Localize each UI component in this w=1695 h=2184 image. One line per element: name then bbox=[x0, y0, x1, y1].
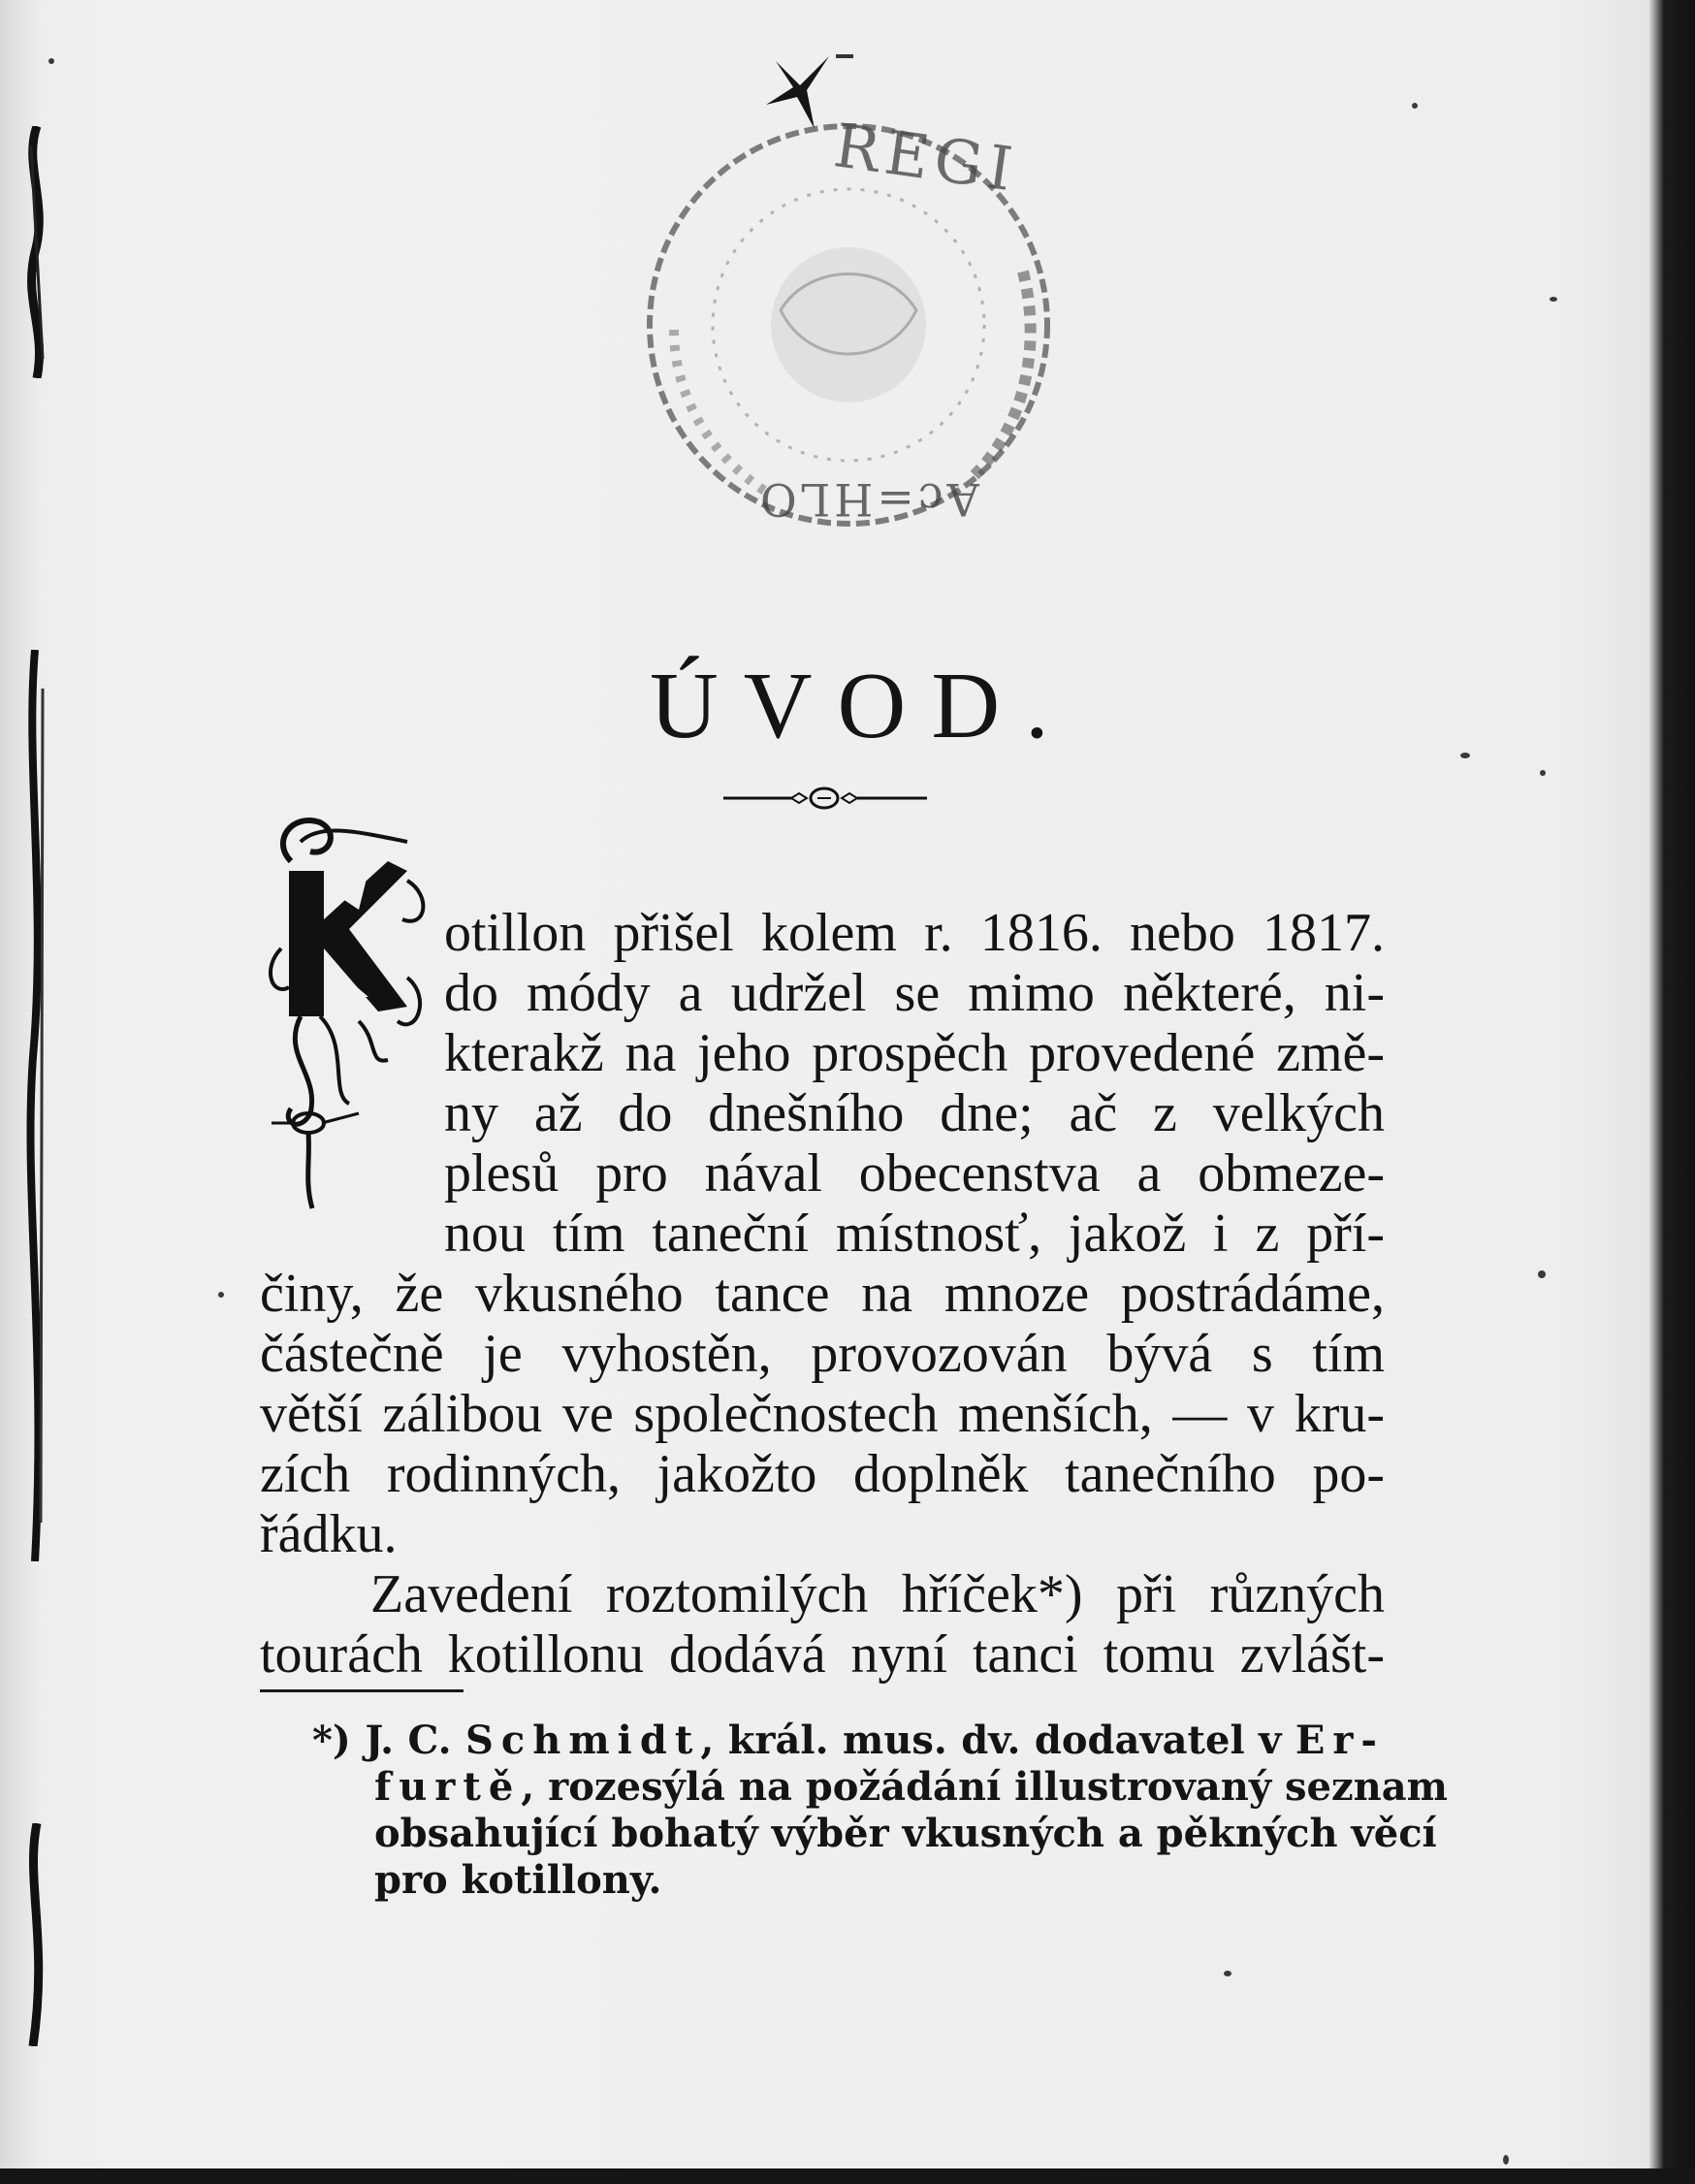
footnote-marker: *) bbox=[312, 1718, 351, 1763]
footnote-place: furtě bbox=[374, 1764, 522, 1810]
binding-mark-middle bbox=[14, 650, 60, 1561]
body-line-4: ny až do dnešního dne; ač z velkých bbox=[444, 1083, 1385, 1143]
body-line-5: plesů pro nával obecenstva a obmeze- bbox=[444, 1143, 1385, 1204]
binding-mark-top bbox=[14, 126, 60, 378]
scan-speck bbox=[1540, 770, 1546, 776]
footnote-text: , král. mus. dv. dodavatel v bbox=[700, 1718, 1295, 1763]
body-line-11: řádku. bbox=[260, 1504, 398, 1564]
decorative-dropcap-k bbox=[262, 803, 436, 1210]
footnote-text: J. C. bbox=[365, 1718, 466, 1763]
body-line-6: nou tím taneční místnosť, jakož i z pří- bbox=[444, 1204, 1385, 1264]
footnote-line-2 bbox=[374, 1764, 1448, 1810]
page-title: ÚVOD. bbox=[650, 654, 1074, 758]
scan-speck bbox=[218, 1292, 224, 1298]
body-line-10: zích rodinných, jakožto doplněk tanečního po- bbox=[260, 1444, 1385, 1504]
footnote-text: , rozesýlá na požádání illustrovaný seznam bbox=[521, 1764, 1448, 1810]
scan-speck bbox=[1538, 1270, 1546, 1278]
body-line-2: do módy a udržel se mimo některé, ni- bbox=[444, 963, 1385, 1023]
body-line-12: Zavedení roztomilých hříček*) při různých bbox=[370, 1564, 1385, 1624]
scan-bottom-edge bbox=[0, 2168, 1695, 2184]
scan-speck bbox=[1412, 103, 1418, 109]
footnote-line-3: obsahující bohatý výběr vkusných a pěkných věcí bbox=[374, 1811, 1437, 1856]
footnote-line-4: pro kotillony. bbox=[374, 1857, 662, 1903]
body-line-1: otillon přišel kolem r. 1816. nebo 1817. bbox=[444, 903, 1385, 963]
scan-speck bbox=[1224, 1971, 1231, 1976]
body-line-7: činy, že vkusného tance na mnoze postrádáme, bbox=[260, 1264, 1385, 1324]
footnote-place: Er- bbox=[1295, 1718, 1385, 1763]
footnote-line-1 bbox=[312, 1718, 1385, 1763]
binding-mark-bottom bbox=[14, 1823, 60, 2046]
scan-speck bbox=[1503, 2155, 1509, 2165]
body-line-3: kterakž na jeho prospěch provedené změ- bbox=[444, 1023, 1385, 1083]
footnote-name: Schmidt bbox=[465, 1718, 701, 1763]
scan-speck bbox=[48, 58, 54, 64]
title-divider-ornament bbox=[723, 784, 927, 813]
body-line-8: částečně je vyhostěn, provozován bývá s tím bbox=[260, 1324, 1385, 1384]
scan-speck bbox=[1550, 297, 1557, 302]
stamp-text-bottom: Ac=HLO bbox=[756, 473, 979, 526]
body-line-9: větší zálibou ve společnostech menších, — v kru- bbox=[260, 1384, 1385, 1444]
footnote-rule bbox=[260, 1689, 464, 1692]
scan-speck bbox=[1460, 753, 1470, 758]
body-line-13: tourách kotillonu dodává nyní tanci tomu zvlášt- bbox=[260, 1624, 1385, 1685]
stamp-text-top: REGI bbox=[829, 110, 1023, 206]
